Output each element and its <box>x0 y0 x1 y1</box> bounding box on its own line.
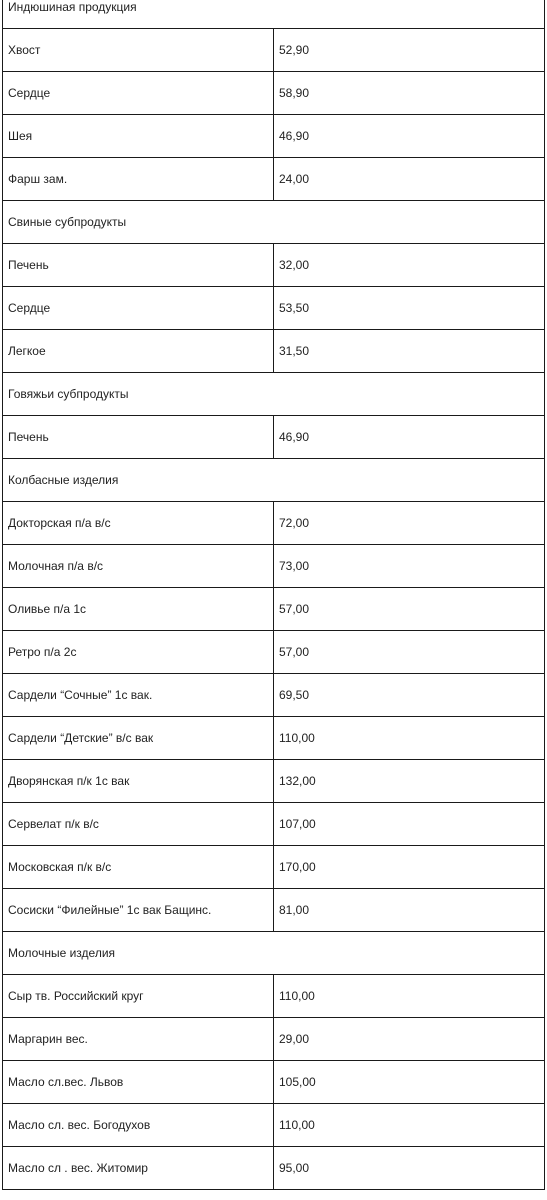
table-row <box>3 1147 545 1190</box>
table-row <box>3 545 545 588</box>
table-row <box>3 631 545 674</box>
section-title: Колбасные изделия <box>3 459 545 502</box>
table-row <box>3 72 545 115</box>
section-title: Свиные субпродукты <box>3 201 545 244</box>
product-name: Маргарин вес. <box>3 1018 274 1061</box>
table-row <box>3 29 545 72</box>
product-price: 29,00 <box>274 1018 545 1061</box>
product-name: Сосиски “Филейные” 1с вак Бащинс. <box>3 889 274 932</box>
product-name: Шея <box>3 115 274 158</box>
product-name: Хвост <box>3 29 274 72</box>
table-row <box>3 760 545 803</box>
product-price: 105,00 <box>274 1061 545 1104</box>
product-name: Молочная п/а в/с <box>3 545 274 588</box>
product-name: Масло сл.вес. Львов <box>3 1061 274 1104</box>
product-price: 110,00 <box>274 1104 545 1147</box>
section-title: Индюшиная продукция <box>3 0 545 29</box>
table-row <box>3 717 545 760</box>
product-price: 58,90 <box>274 72 545 115</box>
product-name: Масло сл. вес. Богодухов <box>3 1104 274 1147</box>
product-price: 32,00 <box>274 244 545 287</box>
product-name: Сардели “Сочные” 1с вак. <box>3 674 274 717</box>
table-row <box>3 889 545 932</box>
price-table <box>2 0 545 1190</box>
product-price: 53,50 <box>274 287 545 330</box>
product-price: 31,50 <box>274 330 545 373</box>
product-name: Сердце <box>3 72 274 115</box>
section-header-row <box>3 201 545 244</box>
product-price: 107,00 <box>274 803 545 846</box>
product-price: 81,00 <box>274 889 545 932</box>
product-name: Легкое <box>3 330 274 373</box>
table-row <box>3 115 545 158</box>
product-price: 132,00 <box>274 760 545 803</box>
product-price: 24,00 <box>274 158 545 201</box>
section-title: Молочные изделия <box>3 932 545 975</box>
product-price: 57,00 <box>274 588 545 631</box>
product-price: 110,00 <box>274 975 545 1018</box>
table-row <box>3 330 545 373</box>
product-price: 72,00 <box>274 502 545 545</box>
table-row <box>3 1104 545 1147</box>
table-row <box>3 803 545 846</box>
table-row <box>3 287 545 330</box>
product-name: Сыр тв. Российский круг <box>3 975 274 1018</box>
product-name: Сервелат п/к в/с <box>3 803 274 846</box>
table-row <box>3 502 545 545</box>
section-header-row <box>3 459 545 502</box>
product-name: Сардели “Детские” в/с вак <box>3 717 274 760</box>
product-price: 170,00 <box>274 846 545 889</box>
table-row <box>3 244 545 287</box>
product-name: Сердце <box>3 287 274 330</box>
product-price: 46,90 <box>274 416 545 459</box>
product-price: 95,00 <box>274 1147 545 1190</box>
product-name: Фарш зам. <box>3 158 274 201</box>
table-row <box>3 1018 545 1061</box>
table-row <box>3 975 545 1018</box>
price-table-body <box>3 0 545 1190</box>
table-row <box>3 1061 545 1104</box>
product-price: 46,90 <box>274 115 545 158</box>
product-price: 110,00 <box>274 717 545 760</box>
section-header-row <box>3 373 545 416</box>
product-price: 52,90 <box>274 29 545 72</box>
product-name: Ретро п/а 2с <box>3 631 274 674</box>
section-header-row <box>3 932 545 975</box>
product-name: Московская п/к в/с <box>3 846 274 889</box>
product-name: Дворянская п/к 1с вак <box>3 760 274 803</box>
product-price: 73,00 <box>274 545 545 588</box>
product-price: 69,50 <box>274 674 545 717</box>
table-row <box>3 846 545 889</box>
product-name: Докторская п/а в/с <box>3 502 274 545</box>
table-row <box>3 588 545 631</box>
section-header-row <box>3 0 545 29</box>
product-name: Печень <box>3 416 274 459</box>
product-name: Масло сл . вес. Житомир <box>3 1147 274 1190</box>
table-row <box>3 674 545 717</box>
product-name: Печень <box>3 244 274 287</box>
table-row <box>3 158 545 201</box>
section-title: Говяжьи субпродукты <box>3 373 545 416</box>
product-price: 57,00 <box>274 631 545 674</box>
product-name: Оливье п/а 1с <box>3 588 274 631</box>
table-row <box>3 416 545 459</box>
